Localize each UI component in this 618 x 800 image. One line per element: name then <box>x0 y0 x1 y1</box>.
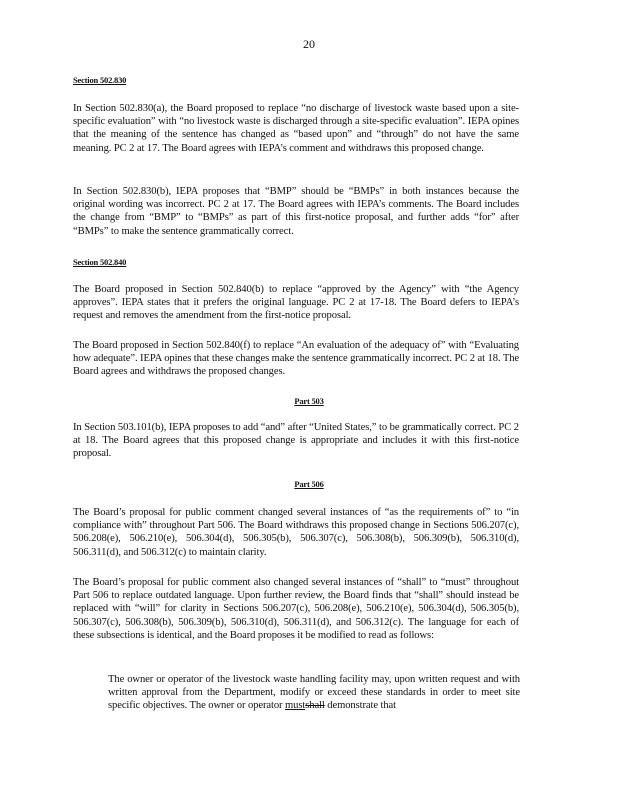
paragraph-502-830-a: In Section 502.830(a), the Board proposed to replace “no discharge of livestock waste based upon a site-specific evaluation” with “no livestock waste is discharged through a site-specific evaluation”. IEPA opines that the meaning of the sentence has changed as “based upon” and “through” do not have the same meaning. PC 2 at 17. The Board agrees with IEPA’s comment and withdraws this proposed change. <box>73 103 519 154</box>
section-heading-502-830: Section 502.830 <box>73 75 127 85</box>
paragraph-506-compliance: The Board’s proposal for public comment changed several instances of “as the requirements of” to “in compliance with” throughout Part 506. The Board withdraws this proposed change in Sections 506.207(c), 506.208(e), 506.210(e), 506.304(d), 506.305(b), 506.307(c), 506.308(b), 506.309(b), 506.310(d), 506.311(d), and 506.312(c) to maintain clarity. <box>73 507 519 558</box>
paragraph-506-shall-must: The Board’s proposal for public comment also changed several instances of “shall” to “must” throughout Part 506 to replace outdated language. Upon further review, the Board finds that “shall” should instead be replaced with “will” for clarity in Sections 506.207(c), 506.208(e), 506.210(e), 506.304(d), 506.305(b), 506.307(c), 506.308(b), 506.309(b), 506.310(d), 506.311(d), and 506.312(c). The language for each of these subsections is identical, and the Board proposes it be modified to read as follows: <box>73 577 519 641</box>
block-quote <box>108 673 520 713</box>
section-heading-502-840: Section 502.840 <box>73 257 127 267</box>
quote-text: The owner or operator of the livestock waste handling facility may, upon written request and with written approval from the Department, modify or exceed these standards in order to meet site specific objectives. The owner or operator <box>108 674 520 712</box>
paragraph-502-830-b: In Section 502.830(b), IEPA proposes that “BMP” should be “BMPs” in both instances because the original wording was incorrect. PC 2 at 17. The Board agrees with IEPA’s comments. The Board includes the change from “BMP” to “BMPs” as part of this first-notice proposal, and further adds “for” after “BMPs” to make the sentence grammatically correct. <box>73 186 519 237</box>
page-number: 20 <box>303 37 315 51</box>
paragraph-502-840-f: The Board proposed in Section 502.840(f) to replace “An evaluation of the adequacy of” with “Evaluating how adequate”. IEPA opines that these changes make the sentence grammatically incorrect. PC 2 at 18. The Board agrees and withdraws the proposed changes. <box>73 340 519 378</box>
paragraph-503-101: In Section 503.101(b), IEPA proposes to add “and” after “United States,” to be grammatically correct. PC 2 at 18. The Board agrees that this proposed change is appropriate and includes it with this first-notice proposal. <box>73 422 519 460</box>
inserted-text: must <box>285 700 306 712</box>
paragraph-502-840-b: The Board proposed in Section 502.840(b) to replace “approved by the Agency” with “the Agency approves”. IEPA states that it prefers the original language. PC 2 at 17-18. The Board defers to IEPA’s request and removes the amendment from the first-notice proposal. <box>73 284 519 322</box>
part-heading-503: Part 503 <box>294 396 324 406</box>
deleted-text: shall <box>305 700 325 712</box>
quote-tail: demonstrate that <box>327 700 397 712</box>
part-heading-506: Part 506 <box>294 479 324 489</box>
